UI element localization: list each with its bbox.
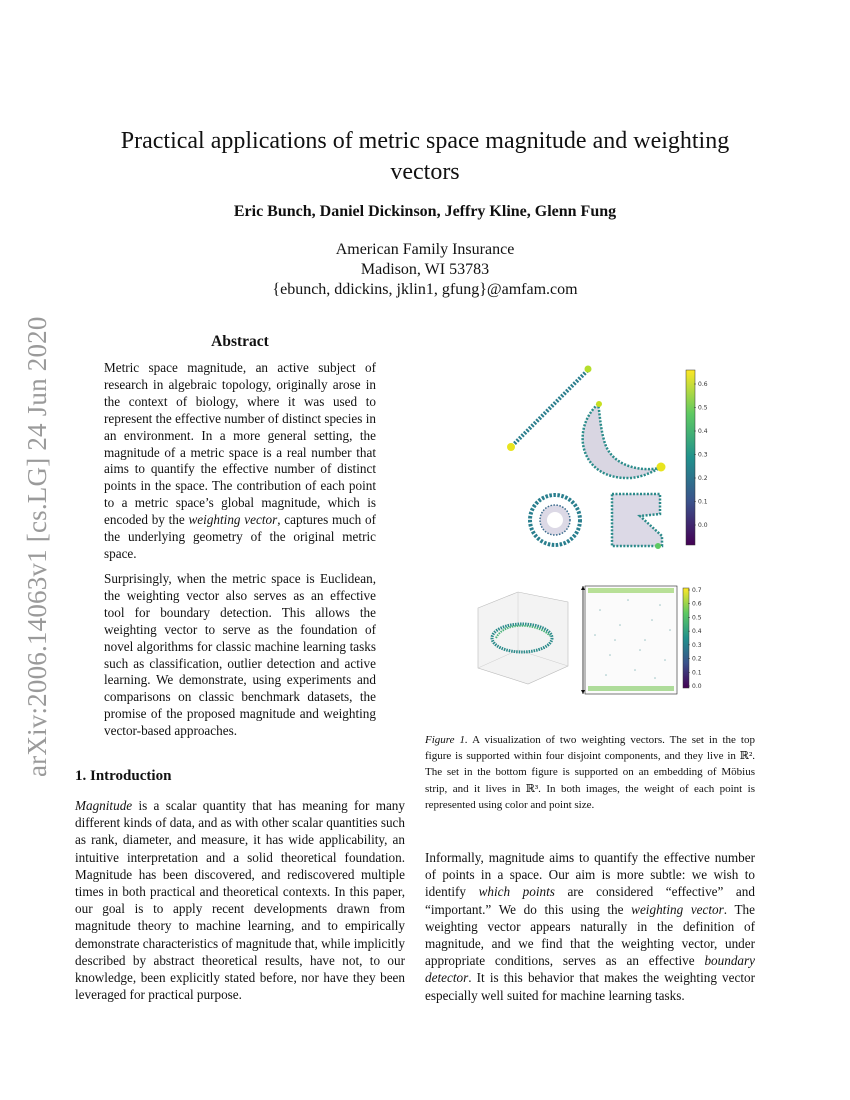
colorbar-tick-label: 0.6 bbox=[692, 600, 702, 608]
colorbar-tick-label: 0.6 bbox=[698, 381, 708, 388]
square-point-cloud bbox=[612, 494, 662, 549]
affiliation-block bbox=[0, 240, 850, 300]
caption-text: A visualization of two weighting vectors. The set in the top figure is supported within four disjoint components, and they live in ℝ². The set in the bottom figure is supported on an embedding of Möbius strip, and it lives in ℝ³. In both images, the weight of each point is represented using color and point size. bbox=[425, 734, 755, 811]
intro-emphasis: boundary detector bbox=[425, 953, 755, 986]
abstract-heading: Abstract bbox=[211, 333, 269, 350]
colorbar-tick-label: 0.1 bbox=[692, 669, 702, 677]
colorbar-tick-label: 0.5 bbox=[692, 614, 702, 622]
title-line-2: vectors bbox=[390, 159, 460, 185]
abstract-paragraph-1 bbox=[104, 360, 376, 563]
mobius-weight-scatter bbox=[581, 586, 677, 694]
section-heading-introduction: 1. Introduction bbox=[75, 768, 172, 784]
figure-caption bbox=[425, 732, 755, 813]
colorbar-tick-label: 0.0 bbox=[692, 683, 702, 690]
mobius-3d-plot bbox=[478, 592, 568, 684]
arxiv-identifier: arXiv:2006.14063v1 [cs.LG] 24 Jun 2020 bbox=[22, 316, 52, 777]
crescent-point-cloud bbox=[583, 401, 666, 478]
intro-text: . The weighting vector appears naturally in the definition of magnitude, and we find that the weighting vector, under appropriate conditions, serves as an effective bbox=[425, 901, 755, 969]
colorbar-tick-label: 0.5 bbox=[698, 404, 708, 412]
intro-text: . It is this behavior that makes the weighting vector especially well suited for machine learning tasks. bbox=[425, 970, 755, 1003]
title-line-1: Practical applications of metric space magnitude and weighting bbox=[120, 128, 730, 154]
colorbar-tick-label: 0.4 bbox=[692, 628, 702, 636]
intro-emphasis: which points bbox=[478, 884, 555, 900]
intro-text: are considered “effective” and “important.” We do this using the bbox=[425, 884, 755, 917]
colorbar-tick-label: 0.0 bbox=[698, 522, 708, 529]
colorbar-tick-label: 0.2 bbox=[698, 475, 708, 482]
paper-title bbox=[0, 126, 850, 188]
colorbar-top bbox=[686, 370, 708, 545]
colorbar-tick-label: 0.4 bbox=[698, 428, 708, 435]
colorbar-tick-label: 0.2 bbox=[692, 655, 702, 663]
colorbar-tick-label: 0.3 bbox=[692, 641, 702, 649]
abstract-text: , captures much of the underlying geometry of the original metric space. bbox=[104, 512, 377, 561]
abstract-emphasis: weighting vector bbox=[188, 512, 278, 528]
colorbar-tick-label: 0.1 bbox=[698, 498, 708, 506]
introduction-paragraph-1 bbox=[75, 797, 405, 1003]
abstract-text: Metric space magnitude, an active subject of research in algebraic topology, originally arose in the context of biology, where it was used to represent the effective number of distinct species in an environment. In a more general setting, the magnitude of a metric space is a real number that aims to quantify the effective number of distinct points in the space. The contribution of each point to a metric space’s global magnitude, which is encoded by the bbox=[104, 360, 376, 528]
intro-emphasis: weighting vector bbox=[631, 901, 724, 917]
figure-weighting-2d bbox=[500, 360, 725, 550]
line-point-cloud bbox=[507, 366, 592, 452]
affiliation-org: American Family Insurance bbox=[335, 241, 515, 258]
intro-emphasis: Magnitude bbox=[75, 798, 133, 813]
author-list: Eric Bunch, Daniel Dickinson, Jeffry Kline, Glenn Fung bbox=[233, 203, 617, 220]
intro-text: is a scalar quantity that has meaning for many different kinds of data, and as with other scalar quantities such as rank, diameter, and measure, it has wide applicability, an intuitive interpretation and a solid theoretical foundation. Magnitude has been discovered, and rediscovered multiple times in both practical and theoretical contexts. In this paper, our goal is to apply recent developments drawn from magnitude theory to machine learning, and to empirically demonstrate characteristics of magnitude that, while implicitly described by abstract theoretical results, have not, to our knowledge, been explicitly stated before, nor have they been leveraged for practical purpose. bbox=[75, 798, 405, 1003]
affiliation-email: {ebunch, ddickins, jklin1, gfung}@amfam.com bbox=[272, 281, 578, 298]
colorbar-tick-label: 0.3 bbox=[698, 451, 708, 459]
caption-label: Figure 1. bbox=[425, 734, 468, 746]
intro-text: Informally, magnitude aims to quantify the effective number of points in a space. Our aim is more subtle: we wish to identify bbox=[425, 850, 755, 900]
colorbar-tick-label: 0.7 bbox=[692, 587, 702, 594]
ring-point-cloud bbox=[530, 495, 580, 545]
introduction-paragraph-2 bbox=[425, 849, 755, 1004]
figure-weighting-3d bbox=[470, 580, 745, 698]
colorbar-bottom bbox=[683, 587, 702, 690]
abstract-paragraph-2: Surprisingly, when the metric space is Euclidean, the weighting vector also serves as an effective tool for boundary detection. This allows the weighting vector to serve as the foundation of novel algorithms for classic machine learning tasks such as classification, outlier detection and active learning. We demonstrate, using experiments and comparisons on classic benchmark datasets, the promise of the proposed magnitude and weighting vector-based approaches. bbox=[104, 571, 376, 739]
affiliation-city: Madison, WI 53783 bbox=[360, 261, 490, 278]
